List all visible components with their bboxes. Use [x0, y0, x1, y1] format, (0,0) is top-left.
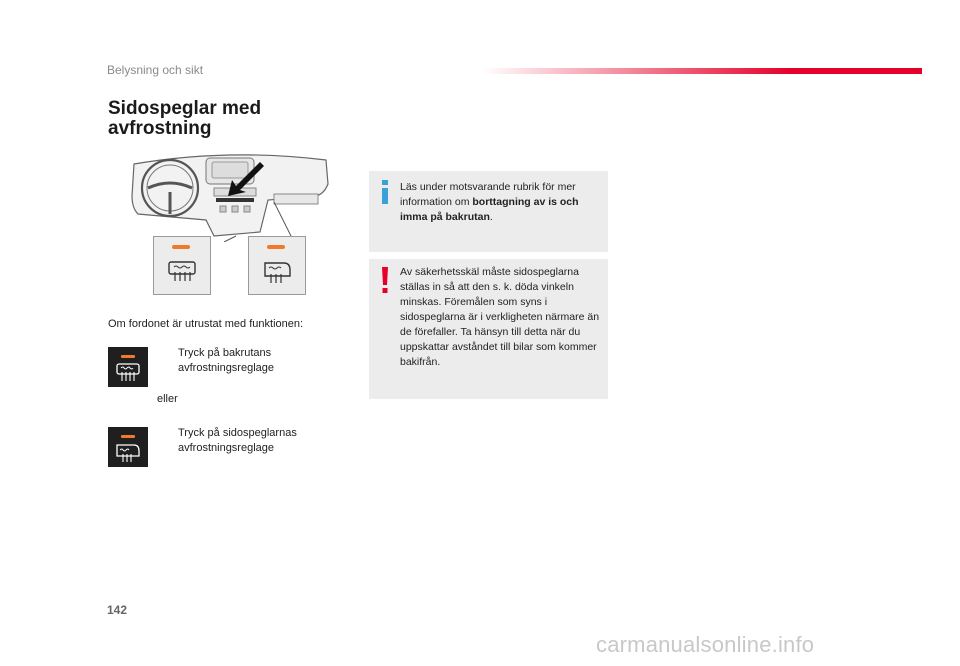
- warning-text: Av säkerhetsskäl måste sidospeglarna ställas in så att den s. k. döda vinkeln minskas. Föremålen som syns i sidospeglarna är i verkligheten närmare än de förefaller. Ta hänsyn till detta när du uppskattar avståndet till bilar som kommer bakifrån.: [400, 266, 600, 368]
- rear-window-defrost-icon: [168, 261, 196, 283]
- rear-defrost-control-icon-box: [108, 347, 148, 387]
- mirror-defrost-button-illustration: [248, 236, 306, 295]
- mirror-defrost-control-icon-box: [108, 427, 148, 467]
- page-number: 142: [107, 603, 128, 617]
- info-icon: [380, 180, 390, 204]
- info-text: Läs under motsvarande rubrik för mer information om borttagning av is och imma på bakrutan.: [400, 181, 579, 223]
- watermark: carmanualsonline.info: [596, 632, 815, 657]
- header-accent-bar: [482, 68, 922, 74]
- indicator-led: [172, 245, 190, 249]
- exclamation-icon: [380, 267, 390, 293]
- intro-text: Om fordonet är utrustat med funktionen:: [108, 318, 304, 330]
- section-label: Belysning och sikt: [107, 63, 204, 77]
- mirror-defrost-icon: [262, 260, 292, 284]
- dashboard-illustration: [128, 150, 332, 242]
- title-line-1: Sidospeglar med: [108, 98, 262, 119]
- info-box: [369, 171, 608, 252]
- rear-window-defrost-icon: [116, 363, 140, 383]
- title-line-2: avfrostning: [108, 118, 212, 139]
- instruction-text: Tryck på bakrutans avfrostningsreglage: [178, 347, 275, 374]
- indicator-led: [121, 435, 135, 438]
- instruction-text: Tryck på sidospeglarnas avfrostningsreglage: [178, 427, 297, 454]
- mirror-defrost-icon: [115, 443, 141, 463]
- indicator-led: [267, 245, 285, 249]
- indicator-led: [121, 355, 135, 358]
- warning-box: [369, 259, 608, 399]
- rear-defrost-button-illustration: [153, 236, 211, 295]
- or-text: eller: [157, 393, 178, 405]
- instruction-item: [157, 346, 337, 378]
- page-title: [108, 99, 261, 139]
- instruction-item: [157, 426, 337, 458]
- info-text-bold: borttagning av is och imma på bakrutan: [400, 196, 579, 223]
